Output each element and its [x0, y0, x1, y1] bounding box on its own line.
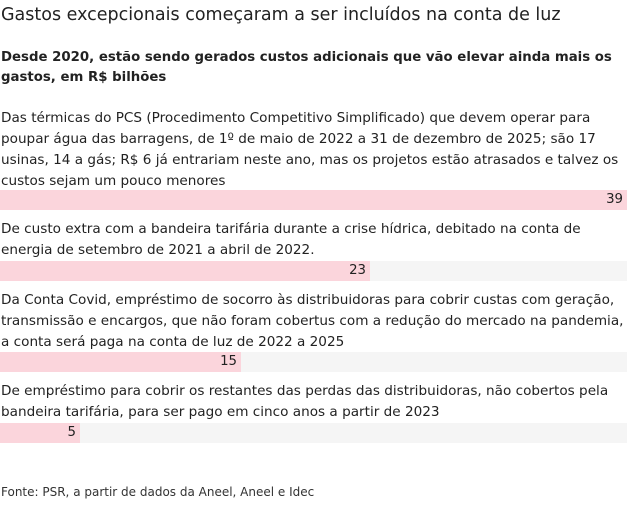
bar-track	[0, 190, 627, 210]
value-label: 15	[220, 354, 237, 369]
bar	[0, 261, 370, 281]
source-note: Fonte: PSR, a partir de dados da Aneel, Aneel e Idec	[1, 485, 315, 499]
bar-track	[0, 352, 627, 372]
bar-track	[0, 423, 627, 443]
category-label: De empréstimo para cobrir os restantes das perdas das distribuidoras, não cobertos pela bandeira tarifária, para ser pago em cinco anos a partir de 2023	[1, 383, 609, 420]
category-label: Das térmicas do PCS (Procedimento Competitivo Simplificado) que devem operar para poupar água das barragens, de 1º de maio de 2022 a 31 de dezembro de 2025; são 17 usinas, 14 a gás; R$ 6 já entrariam neste ano, mas os projetos estão atrasados e talvez os custos sejam um pouco menores	[1, 110, 619, 189]
value-label: 23	[349, 263, 366, 278]
chart-title: Gastos excepcionais começaram a ser incluídos na conta de luz	[1, 5, 561, 25]
bar	[0, 190, 627, 210]
value-label: 39	[606, 192, 623, 207]
category-label: De custo extra com a bandeira tarifária durante a crise hídrica, debitado na conta de energia de setembro de 2021 a abril de 2022.	[1, 221, 581, 258]
value-label: 5	[67, 425, 76, 440]
bar-track	[0, 261, 627, 281]
category-label: Da Conta Covid, empréstimo de socorro às distribuidoras para cobrir custas com geração, transmissão e encargos, que não foram cobertus com a redução do mercado na pandemia, a conta será paga na conta de luz de 2022 a 2025	[1, 292, 624, 350]
chart-subtitle: Desde 2020, estão sendo gerados custos adicionais que vão elevar ainda mais os gastos, em R$ bilhões	[1, 50, 612, 85]
